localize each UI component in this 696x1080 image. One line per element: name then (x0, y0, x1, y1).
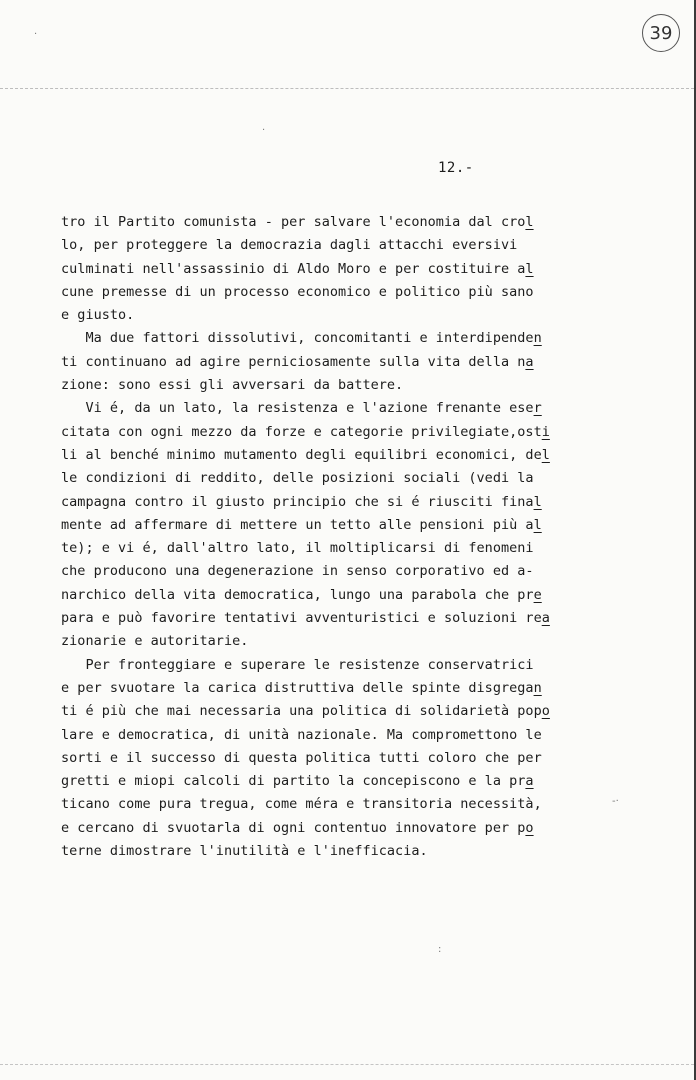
text-line (61, 770, 581, 793)
text-line-content: li al benché minimo mutamento degli equilibri economici, de (61, 446, 542, 463)
text-line-content: tro il Partito comunista - per salvare l'economia dal cro (61, 214, 526, 230)
text-line (61, 234, 581, 257)
text-line (61, 397, 581, 420)
text-line (61, 817, 581, 840)
text-line-content: che producono una degenerazione in senso corporativo ed a- (61, 563, 534, 580)
hyphenation-mark: a (541, 610, 550, 627)
text-line-content: te); e vi é, dall'altro lato, il moltiplicarsi di fenomeni (61, 540, 534, 557)
text-line (61, 514, 581, 537)
hyphenation-mark: o (541, 703, 550, 720)
text-line-content: narchico della vita democratica, lungo una parabola che pr (61, 586, 534, 603)
text-line (61, 258, 581, 281)
text-line (61, 840, 581, 863)
text-line (61, 630, 581, 653)
text-line-content: campagna contro il giusto principio che si é riusciti fina (61, 493, 534, 510)
text-line (61, 724, 581, 747)
hyphenation-mark: a (525, 353, 534, 370)
text-line-content: para e può favorire tentativi avventuristici e soluzioni re (61, 610, 542, 627)
text-line (61, 327, 581, 350)
text-line (61, 560, 581, 583)
text-line-content: Ma due fattori dissolutivi, concomitanti e interdipende (61, 330, 534, 347)
text-line-content: culminati nell'assassinio di Aldo Moro e per costituire a (61, 260, 526, 277)
text-line-content: mente ad affermare di mettere un tetto alle pensioni più a (61, 516, 534, 533)
archive-page-stamp: 39 (642, 14, 680, 52)
scan-speck: : (438, 944, 442, 955)
text-line (61, 304, 581, 327)
text-line (61, 444, 581, 467)
scan-speck: . (34, 26, 38, 37)
hyphenation-mark: l (525, 260, 534, 277)
text-line-content: gretti e miopi calcoli di partito la concepiscono e la pr (61, 773, 526, 790)
hyphenation-mark: l (525, 214, 534, 230)
body-text (61, 211, 581, 863)
text-line-content: e cercano di svuotarla di ogni contentuo innovatore per p (61, 819, 526, 836)
hyphenation-mark: a (525, 773, 534, 790)
scan-speck: -· (612, 796, 619, 807)
text-line-content: Per fronteggiare e superare le resistenze conservatrici (61, 656, 534, 673)
text-line (61, 211, 581, 234)
hyphenation-mark: l (533, 493, 542, 510)
page-number: 12.- (438, 160, 474, 176)
text-line-content: lare e democratica, di unità nazionale. Ma compromettono le (61, 726, 542, 743)
text-line (61, 584, 581, 607)
text-line-content: ti continuano ad agire perniciosamente sulla vita della n (61, 353, 526, 370)
text-line-content: le condizioni di reddito, delle posizioni sociali (vedi la (61, 470, 534, 487)
text-line (61, 700, 581, 723)
hyphenation-mark: e (533, 586, 542, 603)
text-line (61, 654, 581, 677)
hyphenation-mark: l (533, 516, 542, 533)
text-line (61, 607, 581, 630)
text-line-content: Vi é, da un lato, la resistenza e l'azione frenante ese (61, 400, 534, 417)
hyphenation-mark: l (541, 446, 550, 463)
text-line-content: e per svuotare la carica distruttiva delle spinte disgrega (61, 679, 534, 696)
text-line (61, 281, 581, 304)
text-line (61, 677, 581, 700)
bottom-rule (0, 1064, 694, 1065)
hyphenation-mark: i (541, 423, 550, 440)
text-line-content: ticano come pura tregua, come méra e transitoria necessità, (61, 796, 542, 813)
scan-speck: . (262, 122, 266, 133)
text-line-content: zione: sono essi gli avversari da battere. (61, 377, 404, 394)
text-line (61, 351, 581, 374)
text-line (61, 537, 581, 560)
text-line (61, 747, 581, 770)
text-line-content: sorti e il successo di questa politica tutti coloro che per (61, 749, 542, 766)
text-line (61, 421, 581, 444)
text-line (61, 374, 581, 397)
hyphenation-mark: n (533, 679, 542, 696)
text-line-content: terne dimostrare l'inutilità e l'inefficacia. (61, 843, 428, 860)
text-line-content: e giusto. (61, 307, 135, 324)
text-line (61, 467, 581, 490)
text-line-content: zionarie e autoritarie. (61, 633, 249, 650)
text-line-content: lo, per proteggere la democrazia dagli attacchi eversivi (61, 237, 518, 254)
hyphenation-mark: r (533, 400, 542, 417)
text-line-content: citata con ogni mezzo da forze e categorie privilegiate,ost (61, 423, 542, 440)
text-line (61, 793, 581, 816)
hyphenation-mark: n (533, 330, 542, 347)
text-line-content: cune premesse di un processo economico e politico più sano (61, 283, 534, 300)
hyphenation-mark: o (525, 819, 534, 836)
top-rule (0, 88, 694, 89)
text-line (61, 491, 581, 514)
text-line-content: ti é più che mai necessaria una politica di solidarietà pop (61, 703, 542, 720)
